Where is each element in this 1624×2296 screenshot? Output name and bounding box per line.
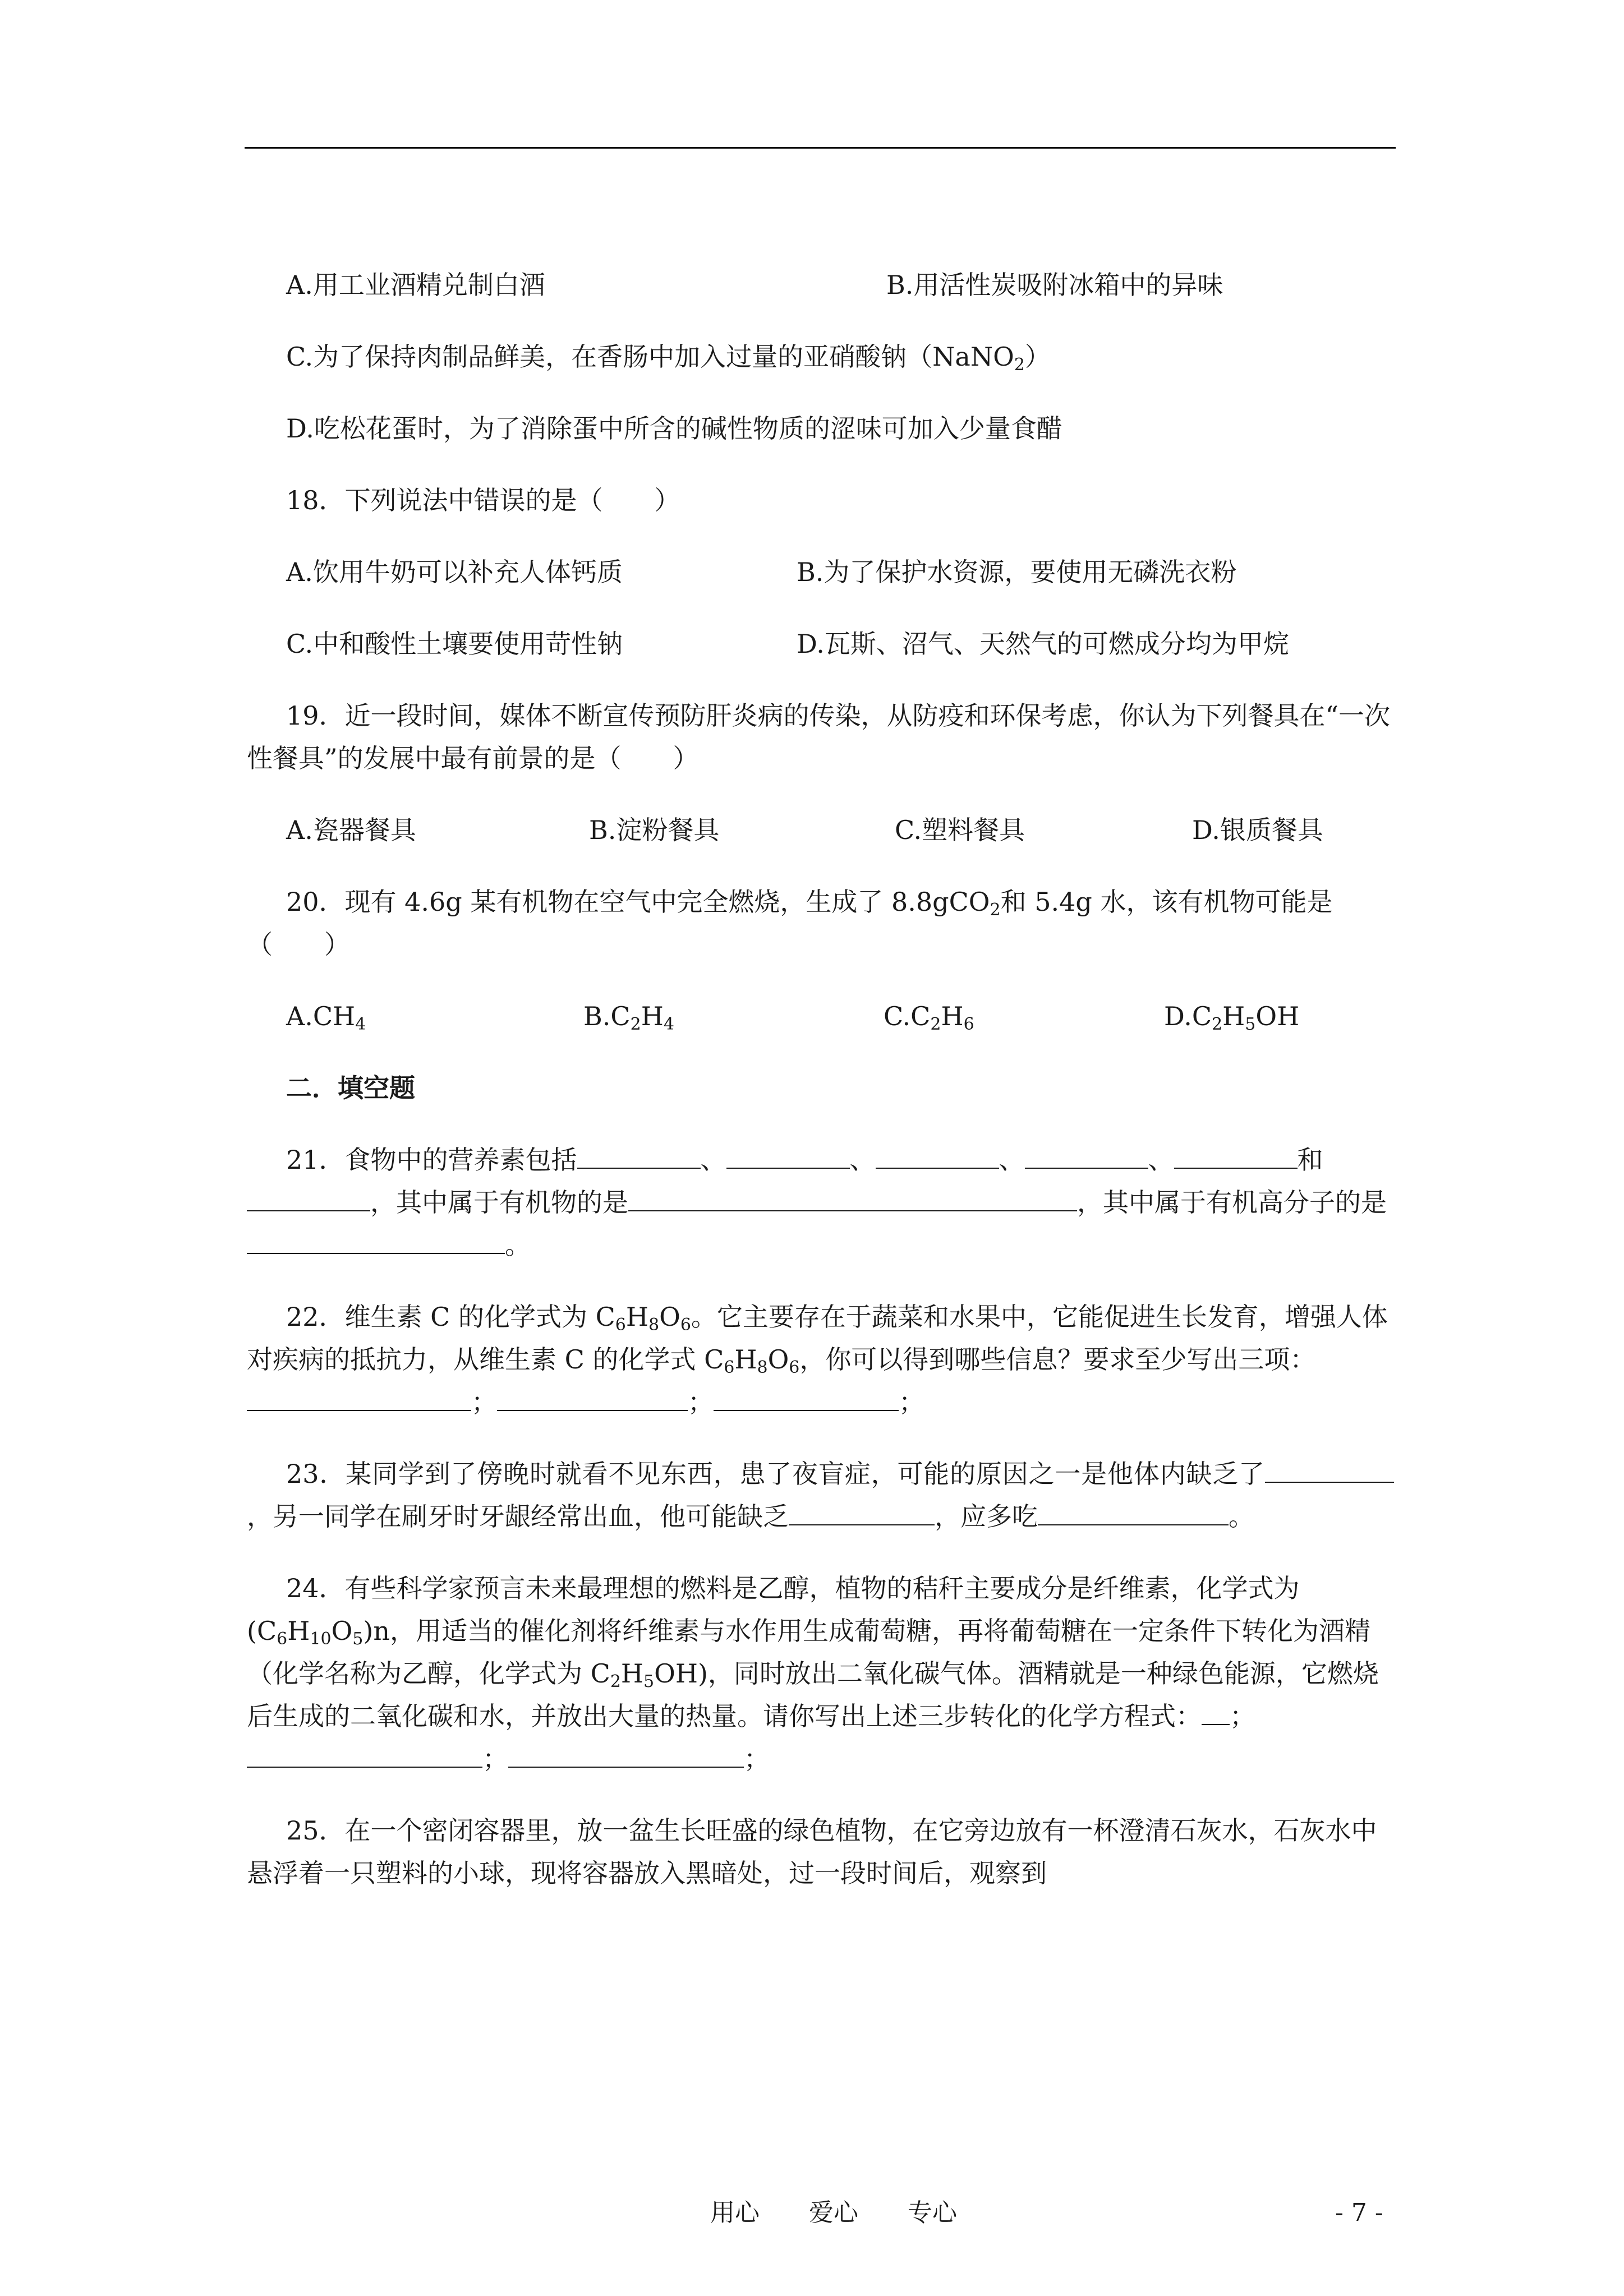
q24-blank-3[interactable] (508, 1741, 744, 1768)
page-number: - 7 - (1335, 2198, 1383, 2227)
q22-blank-1[interactable] (247, 1384, 471, 1411)
q21-blank-3[interactable] (876, 1142, 999, 1169)
q21-blank-5[interactable] (1174, 1142, 1298, 1169)
q19-stem: 19．近一段时间，媒体不断宣传预防肝炎病的传染，从防疫和环保考虑，你认为下列餐具在“一次性餐具”的发展中最有前景的是（ ） (247, 700, 1391, 773)
q19-option-d[interactable]: D.银质餐具 (1192, 815, 1323, 845)
q20-option-d[interactable]: $D.C_2H_5OH$ (1164, 1001, 1300, 1034)
q20-option-b[interactable]: $B.C_2H_4$ (583, 1001, 674, 1034)
q18-options-cd (247, 623, 1394, 665)
q19-option-a[interactable]: A.瓷器餐具 (286, 815, 416, 845)
q25-text: 25．在一个密闭容器里，放一盆生长旺盛的绿色植物，在它旁边放有一杯澄清石灰水，石灰水中悬浮着一只塑料的小球，现将容器放入黑暗处，过一段时间后，观察到 (247, 1815, 1377, 1888)
q23-blank-3[interactable] (1038, 1499, 1229, 1525)
q18-option-b[interactable]: B.为了保护水资源，要使用无磷洗衣粉 (797, 557, 1237, 587)
q20-option-a[interactable]: $A.CH_4$ (286, 1001, 366, 1034)
q23-blank-1[interactable] (1265, 1456, 1394, 1483)
footer-motto: 用心 爱心 专心 (710, 2198, 957, 2227)
q21-blank-2[interactable] (726, 1142, 850, 1169)
q20-options (247, 995, 1394, 1038)
q23-blank-2[interactable] (789, 1499, 935, 1525)
q18-option-a[interactable]: A.饮用牛奶可以补充人体钙质 (286, 557, 623, 587)
q24-text: 24．有些科学家预言未来最理想的燃料是乙醇，植物的秸秆主要成分是纤维素，化学式为$(C_6H_{10}O_5)n$，用适当的催化剂将纤维素与水作用生成葡萄糖，再将葡萄糖在一定条件下转化为酒精（化学名称为乙醇，化学式为 $C_2H_5OH$)，同时放出二氧化碳气体。酒精就是一种绿色能源，它燃烧后生成的二氧化碳和水，并放出大量的热量。请你写出上述三步转化的化学方程式： ；； ； (247, 1573, 1379, 1774)
q17-option-d[interactable]: D.吃松花蛋时，为了消除蛋中所含的碱性物质的涩味可加入少量食醋 (286, 413, 1062, 444)
q21-blank-polymer[interactable] (247, 1227, 505, 1254)
q17-option-b[interactable]: B.用活性炭吸附冰箱中的异味 (886, 270, 1223, 300)
q24-blank-2[interactable] (247, 1741, 482, 1768)
q21-blank-4[interactable] (1025, 1142, 1148, 1169)
q24-blank-1[interactable] (1202, 1698, 1230, 1725)
q22-blank-2[interactable] (497, 1384, 688, 1411)
section-fill-in-blanks: 二．填空题 (286, 1073, 415, 1103)
q17-option-c[interactable]: C.为了保持肉制品鲜美，在香肠中加入过量的亚硝酸钠（NaNO$_2$） (286, 342, 1051, 375)
q19-option-c[interactable]: C.塑料餐具 (895, 815, 1025, 845)
q18-stem: 18．下列说法中错误的是（ ） (286, 485, 680, 515)
q22-blank-3[interactable] (714, 1384, 899, 1411)
q21-blank-organic[interactable] (628, 1184, 1077, 1211)
q22-text: 22．维生素 C 的化学式为 $C_6H_8O_6$。它主要存在于蔬菜和水果中，它能促进生长发育，增强人体对疾病的抵抗力，从维生素 C 的化学式 $C_6H_8O_6$，你可以得到哪些信息？要求至少写出三项：； ； ； (247, 1302, 1388, 1417)
q18-option-c[interactable]: C.中和酸性土壤要使用苛性钠 (286, 629, 623, 659)
q17-options-ab (247, 264, 1394, 306)
q20-option-c[interactable]: $C.C_2H_6$ (884, 1001, 974, 1034)
q20-stem: 20．现有 4.6g 某有机物在空气中完全燃烧，生成了 8.8gCO$_2$和 5.4g 水，该有机物可能是（ ） (247, 887, 1333, 960)
page-content (247, 264, 1394, 1894)
q18-options-ab (247, 551, 1394, 593)
q21-text: 21．食物中的营养素包括 、 、 、 、 和，其中属于有机物的是 ，其中属于有机高分子的是。 (247, 1138, 1394, 1266)
q17-option-a[interactable]: A.用工业酒精兑制白酒 (286, 270, 545, 300)
q21-blank-1[interactable] (577, 1142, 701, 1169)
q19-option-b[interactable]: B.淀粉餐具 (589, 815, 720, 845)
q21-blank-6[interactable] (247, 1184, 370, 1211)
q19-options (247, 809, 1394, 851)
header-rule (245, 147, 1396, 149)
q18-option-d[interactable]: D.瓦斯、沼气、天然气的可燃成分均为甲烷 (797, 629, 1289, 659)
q23-text: 23．某同学到了傍晚时就看不见东西，患了夜盲症，可能的原因之一是他体内缺乏了，另一同学在刷牙时牙龈经常出血，他可能缺乏 ，应多吃 。 (247, 1453, 1394, 1538)
